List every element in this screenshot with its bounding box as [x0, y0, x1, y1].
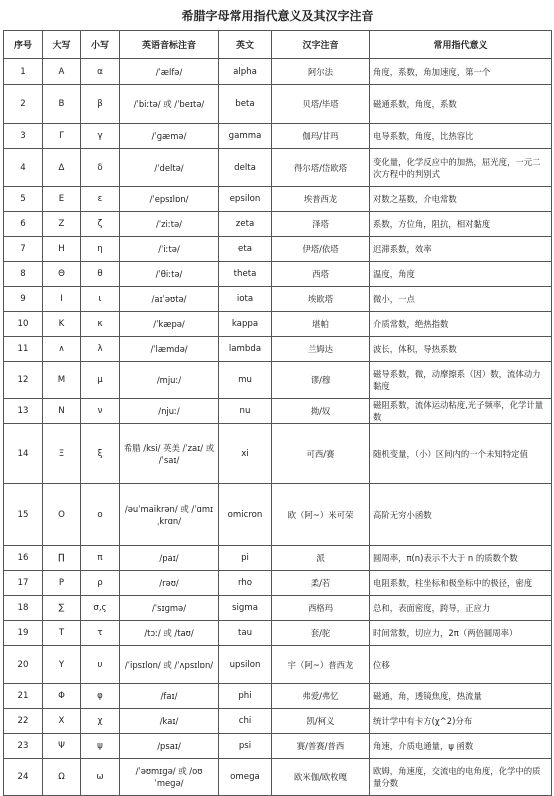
table-header-row	[4, 31, 552, 59]
cell-uppercase: Χ	[43, 709, 81, 734]
cell-english: zeta	[219, 212, 272, 237]
table-row	[4, 362, 552, 399]
cell-lowercase: ξ	[81, 424, 120, 484]
table-row	[4, 85, 552, 124]
cell-lowercase: ι	[81, 287, 120, 312]
cell-chinese-phonetic: 埃普西龙	[272, 187, 370, 212]
cell-pronunciation: /paɪ/	[120, 546, 219, 571]
cell-pronunciation: /ˈlæmdə/	[120, 337, 219, 362]
cell-number: 1	[4, 59, 43, 85]
header-pronunciation: 英语音标注音	[120, 31, 219, 59]
cell-lowercase: λ	[81, 337, 120, 362]
cell-number: 13	[4, 399, 43, 424]
header-chinese-phonetic: 汉字注音	[272, 31, 370, 59]
cell-lowercase: φ	[81, 684, 120, 709]
cell-english: mu	[219, 362, 272, 399]
table-row	[4, 424, 552, 484]
cell-chinese-phonetic: 兰姆达	[272, 337, 370, 362]
cell-meaning: 系数，方位角，阻抗，相对黏度	[370, 212, 552, 237]
cell-lowercase: κ	[81, 312, 120, 337]
cell-uppercase: Υ	[43, 646, 81, 684]
cell-lowercase: ο	[81, 484, 120, 546]
cell-lowercase: χ	[81, 709, 120, 734]
cell-lowercase: δ	[81, 149, 120, 187]
cell-uppercase: Τ	[43, 621, 81, 646]
cell-number: 7	[4, 237, 43, 262]
cell-number: 17	[4, 571, 43, 596]
cell-number: 19	[4, 621, 43, 646]
cell-meaning: 电导系数，角度，比热容比	[370, 124, 552, 149]
cell-chinese-phonetic: 派	[272, 546, 370, 571]
cell-pronunciation: /ˈziːtə/	[120, 212, 219, 237]
table-row	[4, 646, 552, 684]
cell-english: lambda	[219, 337, 272, 362]
cell-pronunciation: /rəʊ/	[120, 571, 219, 596]
cell-english: sigma	[219, 596, 272, 621]
cell-pronunciation: /ˈɡæmə/	[120, 124, 219, 149]
cell-number: 16	[4, 546, 43, 571]
cell-number: 8	[4, 262, 43, 287]
table-row	[4, 312, 552, 337]
cell-number: 18	[4, 596, 43, 621]
cell-chinese-phonetic: 阿尔法	[272, 59, 370, 85]
cell-number: 22	[4, 709, 43, 734]
cell-pronunciation: /mjuː/	[120, 362, 219, 399]
cell-english: beta	[219, 85, 272, 124]
cell-uppercase: Η	[43, 237, 81, 262]
cell-chinese-phonetic: 柔/若	[272, 571, 370, 596]
cell-number: 20	[4, 646, 43, 684]
cell-meaning: 电阻系数，柱坐标和极坐标中的极径，密度	[370, 571, 552, 596]
cell-uppercase: Ω	[43, 759, 81, 796]
cell-meaning: 微小，一点	[370, 287, 552, 312]
cell-chinese-phonetic: 西格玛	[272, 596, 370, 621]
cell-pronunciation: /aɪˈəʊtə/	[120, 287, 219, 312]
cell-meaning: 磁通，角，透镜焦度，热流量	[370, 684, 552, 709]
cell-lowercase: γ	[81, 124, 120, 149]
cell-pronunciation: /ˈepsɪlɒn/	[120, 187, 219, 212]
cell-chinese-phonetic: 伽玛/甘玛	[272, 124, 370, 149]
cell-chinese-phonetic: 套/驼	[272, 621, 370, 646]
cell-meaning: 波长，体积，导热系数	[370, 337, 552, 362]
cell-meaning: 介质常数，绝热指数	[370, 312, 552, 337]
cell-pronunciation: /ˈiːtə/	[120, 237, 219, 262]
cell-uppercase: Ζ	[43, 212, 81, 237]
cell-chinese-phonetic: 埃欧塔	[272, 287, 370, 312]
cell-pronunciation: 希腊 /ksi/ 英美 /ˈzaɪ/ 或 /ˈsaɪ/	[120, 424, 219, 484]
cell-chinese-phonetic: 堪帕	[272, 312, 370, 337]
cell-lowercase: ν	[81, 399, 120, 424]
table-row	[4, 262, 552, 287]
cell-meaning: 总和，表面密度，跨导，正应力	[370, 596, 552, 621]
cell-pronunciation: /ˈəʊmɪɡə/ 或 /oʊˈmeɡə/	[120, 759, 219, 796]
table-row	[4, 759, 552, 796]
cell-chinese-phonetic: 得尔塔/岱欧塔	[272, 149, 370, 187]
table-row	[4, 484, 552, 546]
cell-number: 2	[4, 85, 43, 124]
cell-pronunciation: /ˈbiːtə/ 或 /ˈbeɪtə/	[120, 85, 219, 124]
cell-meaning: 高阶无穷小函数	[370, 484, 552, 546]
cell-uppercase: ∧	[43, 337, 81, 362]
cell-pronunciation: /ˈsɪɡmə/	[120, 596, 219, 621]
table-row	[4, 287, 552, 312]
table-row	[4, 237, 552, 262]
cell-uppercase: Θ	[43, 262, 81, 287]
cell-chinese-phonetic: 欧米伽/欧枚嘎	[272, 759, 370, 796]
cell-english: rho	[219, 571, 272, 596]
cell-english: nu	[219, 399, 272, 424]
table-row	[4, 734, 552, 759]
cell-chinese-phonetic: 谬/穆	[272, 362, 370, 399]
cell-uppercase: Μ	[43, 362, 81, 399]
cell-meaning: 角度，系数，角加速度，第一个	[370, 59, 552, 85]
cell-number: 9	[4, 287, 43, 312]
cell-pronunciation: /ˈθiːtə/	[120, 262, 219, 287]
table-row	[4, 684, 552, 709]
header-english: 英文	[219, 31, 272, 59]
cell-pronunciation: /njuː/	[120, 399, 219, 424]
cell-lowercase: ω	[81, 759, 120, 796]
header-number: 序号	[4, 31, 43, 59]
cell-meaning: 磁阻系数，流体运动粘度,光子频率，化学计量数	[370, 399, 552, 424]
cell-lowercase: α	[81, 59, 120, 85]
cell-english: kappa	[219, 312, 272, 337]
cell-meaning: 迟滞系数，效率	[370, 237, 552, 262]
cell-meaning: 温度，角度	[370, 262, 552, 287]
cell-english: upsilon	[219, 646, 272, 684]
cell-uppercase: Ο	[43, 484, 81, 546]
cell-meaning: 角速，介质电通量，ψ 函数	[370, 734, 552, 759]
cell-uppercase: Κ	[43, 312, 81, 337]
page-title: 希腊字母常用指代意义及其汉字注音	[181, 9, 374, 23]
table-row	[4, 596, 552, 621]
table-row	[4, 59, 552, 85]
cell-lowercase: π	[81, 546, 120, 571]
cell-english: iota	[219, 287, 272, 312]
cell-chinese-phonetic: 可西/赛	[272, 424, 370, 484]
cell-pronunciation: /əuˈmaikrən/ 或 /ˈɑmɪˌkrɑn/	[120, 484, 219, 546]
cell-number: 4	[4, 149, 43, 187]
cell-pronunciation: /ˈkæpə/	[120, 312, 219, 337]
cell-lowercase: μ	[81, 362, 120, 399]
cell-chinese-phonetic: 拗/奴	[272, 399, 370, 424]
cell-uppercase: Γ	[43, 124, 81, 149]
cell-uppercase: Ξ	[43, 424, 81, 484]
cell-chinese-phonetic: 赛/普赛/普西	[272, 734, 370, 759]
cell-number: 3	[4, 124, 43, 149]
cell-english: theta	[219, 262, 272, 287]
header-lowercase: 小写	[81, 31, 120, 59]
cell-number: 24	[4, 759, 43, 796]
cell-meaning: 统计学中有卡方(χ^2)分布	[370, 709, 552, 734]
table-row	[4, 124, 552, 149]
cell-uppercase: Ρ	[43, 571, 81, 596]
cell-meaning: 位移	[370, 646, 552, 684]
cell-lowercase: θ	[81, 262, 120, 287]
cell-lowercase: τ	[81, 621, 120, 646]
cell-english: xi	[219, 424, 272, 484]
cell-lowercase: ε	[81, 187, 120, 212]
table-row	[4, 546, 552, 571]
cell-chinese-phonetic: 欧（阿~）米可荣	[272, 484, 370, 546]
table-body	[4, 59, 552, 796]
header-meaning: 常用指代意义	[370, 31, 552, 59]
cell-uppercase: Ν	[43, 399, 81, 424]
cell-lowercase: ρ	[81, 571, 120, 596]
cell-meaning: 变化量，化学反应中的加热，屈光度，一元二次方程中的判别式	[370, 149, 552, 187]
header-uppercase: 大写	[43, 31, 81, 59]
cell-english: delta	[219, 149, 272, 187]
cell-uppercase: Ε	[43, 187, 81, 212]
cell-meaning: 磁通系数，角度，系数	[370, 85, 552, 124]
cell-number: 21	[4, 684, 43, 709]
cell-english: epsilon	[219, 187, 272, 212]
cell-pronunciation: /ˈdeltə/	[120, 149, 219, 187]
cell-lowercase: υ	[81, 646, 120, 684]
cell-meaning: 时间常数，切应力，2π（两倍圆周率）	[370, 621, 552, 646]
cell-lowercase: ψ	[81, 734, 120, 759]
cell-uppercase: ∏	[43, 546, 81, 571]
cell-lowercase: σ,ς	[81, 596, 120, 621]
cell-chinese-phonetic: 弗爱/弗忆	[272, 684, 370, 709]
cell-lowercase: ζ	[81, 212, 120, 237]
cell-chinese-phonetic: 宇（阿~）普西龙	[272, 646, 370, 684]
cell-number: 14	[4, 424, 43, 484]
cell-chinese-phonetic: 泽塔	[272, 212, 370, 237]
cell-pronunciation: /tɔː/ 或 /taʊ/	[120, 621, 219, 646]
table-row	[4, 399, 552, 424]
cell-pronunciation: /psaɪ/	[120, 734, 219, 759]
cell-english: phi	[219, 684, 272, 709]
cell-chinese-phonetic: 西塔	[272, 262, 370, 287]
cell-english: chi	[219, 709, 272, 734]
table-row	[4, 149, 552, 187]
cell-chinese-phonetic: 伊塔/依塔	[272, 237, 370, 262]
cell-meaning: 欧姆，角速度，交流电的电角度，化学中的质量分数	[370, 759, 552, 796]
cell-english: omicron	[219, 484, 272, 546]
table-row	[4, 571, 552, 596]
cell-lowercase: β	[81, 85, 120, 124]
cell-lowercase: η	[81, 237, 120, 262]
cell-english: omega	[219, 759, 272, 796]
cell-number: 10	[4, 312, 43, 337]
cell-chinese-phonetic: 凯/柯义	[272, 709, 370, 734]
cell-meaning: 对数之基数，介电常数	[370, 187, 552, 212]
cell-meaning: 圆周率，π(n)表示不大于 n 的质数个数	[370, 546, 552, 571]
cell-english: alpha	[219, 59, 272, 85]
table-row	[4, 709, 552, 734]
cell-chinese-phonetic: 贝塔/毕塔	[272, 85, 370, 124]
cell-number: 15	[4, 484, 43, 546]
cell-uppercase: Β	[43, 85, 81, 124]
cell-pronunciation: /faɪ/	[120, 684, 219, 709]
cell-english: pi	[219, 546, 272, 571]
cell-number: 6	[4, 212, 43, 237]
table-row	[4, 187, 552, 212]
greek-letter-table	[3, 30, 552, 796]
cell-number: 23	[4, 734, 43, 759]
cell-uppercase: Φ	[43, 684, 81, 709]
table-row	[4, 212, 552, 237]
cell-pronunciation: /ˈipsɪlon/ 或 /ˈʌpsɪlɒn/	[120, 646, 219, 684]
cell-uppercase: ∑	[43, 596, 81, 621]
cell-meaning: 磁导系数，微，动摩擦系（因）数，流体动力黏度	[370, 362, 552, 399]
cell-english: eta	[219, 237, 272, 262]
cell-uppercase: Ι	[43, 287, 81, 312]
cell-pronunciation: /ˈælfə/	[120, 59, 219, 85]
cell-number: 5	[4, 187, 43, 212]
table-row	[4, 621, 552, 646]
table-row	[4, 337, 552, 362]
cell-english: tau	[219, 621, 272, 646]
cell-meaning: 随机变量，（小）区间内的一个未知特定值	[370, 424, 552, 484]
cell-number: 12	[4, 362, 43, 399]
cell-uppercase: Ψ	[43, 734, 81, 759]
cell-english: gamma	[219, 124, 272, 149]
cell-uppercase: Α	[43, 59, 81, 85]
cell-english: psi	[219, 734, 272, 759]
cell-pronunciation: /kaɪ/	[120, 709, 219, 734]
cell-uppercase: Δ	[43, 149, 81, 187]
cell-number: 11	[4, 337, 43, 362]
